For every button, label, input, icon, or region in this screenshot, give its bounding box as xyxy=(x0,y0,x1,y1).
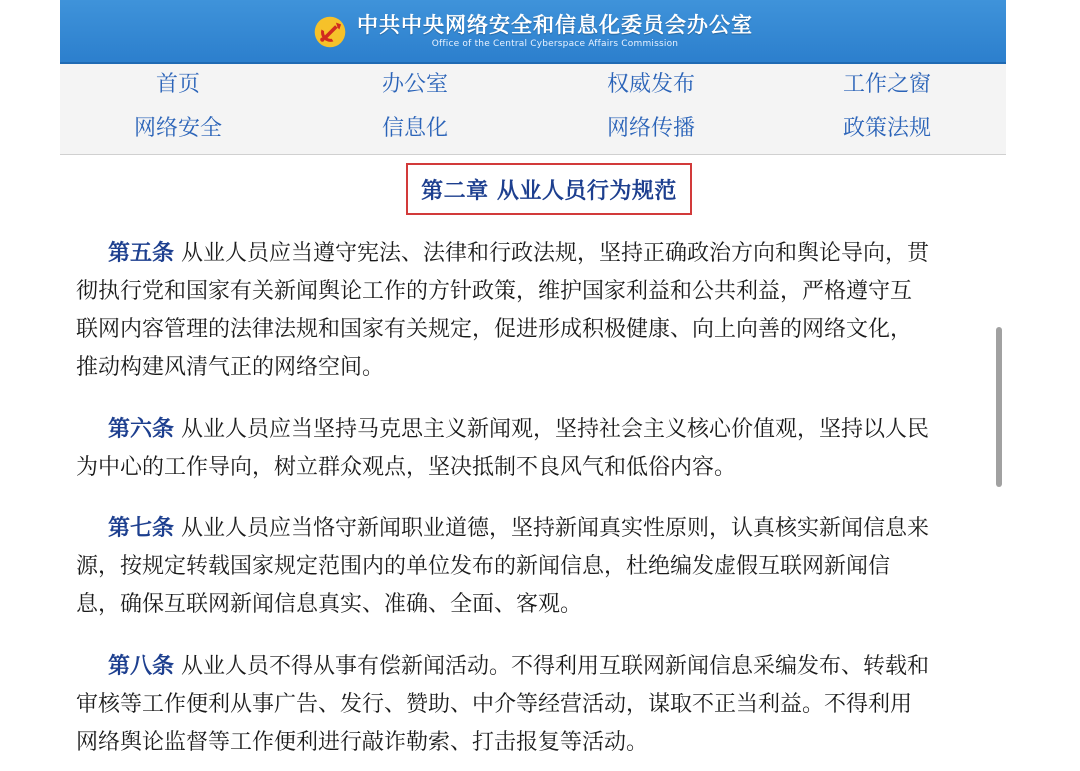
article-first-line xyxy=(76,510,996,548)
main-nav xyxy=(60,64,1006,155)
nav-informatization[interactable]: 信息化 xyxy=(381,116,448,141)
site-title: 中共中央网络安全和信息化委员会办公室 xyxy=(357,13,753,37)
nav-work-window[interactable]: 工作之窗 xyxy=(842,72,931,97)
nav-cybersecurity[interactable]: 网络安全 xyxy=(133,116,222,141)
article-text: 推动构建风清气正的网络空间。 xyxy=(76,355,385,380)
article-label: 第五条 xyxy=(108,241,175,266)
article-label: 第六条 xyxy=(108,417,175,442)
article-text: 为中心的工作导向，树立群众观点，坚决抵制不良风气和低俗内容。 xyxy=(76,455,737,480)
article-text: 从业人员应当遵守宪法、法律和行政法规，坚持正确政治方向和舆论导向，贯 xyxy=(181,241,930,266)
article-text: 从业人员应当恪守新闻职业道德，坚持新闻真实性原则，认真核实新闻信息来 xyxy=(181,516,930,541)
article-text: 彻执行党和国家有关新闻舆论工作的方针政策，维护国家利益和公共利益，严格遵守互 xyxy=(76,279,913,304)
article-8 xyxy=(76,648,996,762)
article-text: 审核等工作便利从事广告、发行、赞助、中介等经营活动，谋取不正当利益。不得利用 xyxy=(76,692,913,717)
article-first-line xyxy=(76,648,996,686)
chapter-heading xyxy=(406,163,692,215)
article-text: 源，按规定转载国家规定范围内的单位发布的新闻信息，杜绝编发虚假互联网新闻信 xyxy=(76,554,891,579)
article-text: 息，确保互联网新闻信息真实、准确、全面、客观。 xyxy=(76,592,583,617)
article-first-line xyxy=(76,411,996,449)
nav-home[interactable]: 首页 xyxy=(155,72,200,97)
party-emblem-icon xyxy=(313,15,347,49)
article-label: 第八条 xyxy=(108,654,175,679)
nav-authoritative-release[interactable]: 权威发布 xyxy=(606,72,695,97)
article-text: 从业人员应当坚持马克思主义新闻观，坚持社会主义核心价值观，坚持以人民 xyxy=(181,417,930,442)
article-text: 网络舆论监督等工作便利进行敲诈勒索、打击报复等活动。 xyxy=(76,730,649,755)
article-5 xyxy=(76,235,996,387)
nav-policies-regulations[interactable]: 政策法规 xyxy=(842,116,931,141)
article-text: 从业人员不得从事有偿新闻活动。不得利用互联网新闻信息采编发布、转载和 xyxy=(181,654,930,679)
site-header xyxy=(60,0,1006,64)
article-7 xyxy=(76,510,996,624)
article-label: 第七条 xyxy=(108,516,175,541)
article-text: 联网内容管理的法律法规和国家有关规定，促进形成积极健康、向上向善的网络文化， xyxy=(76,317,913,342)
article-first-line xyxy=(76,235,996,273)
article-6 xyxy=(76,411,996,487)
site-subtitle: Office of the Central Cyberspace Affairs Commission xyxy=(431,39,679,49)
scrollbar[interactable] xyxy=(996,327,1002,487)
nav-office[interactable]: 办公室 xyxy=(381,72,448,97)
nav-network-communication[interactable]: 网络传播 xyxy=(606,116,695,141)
chapter-title: 第二章 从业人员行为规范 xyxy=(421,178,677,204)
